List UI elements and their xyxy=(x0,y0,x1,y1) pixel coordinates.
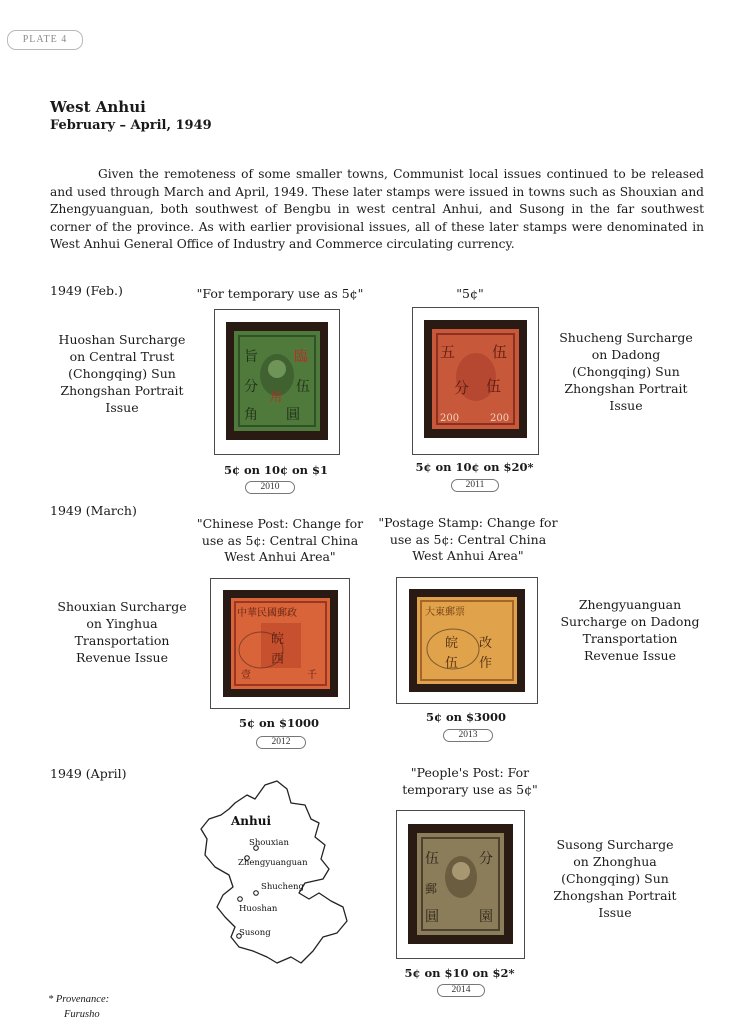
svg-text:臨: 臨 xyxy=(294,349,308,365)
value-2010: 5¢ on 10¢ on $1 xyxy=(223,463,329,477)
stamp-frame-2014 xyxy=(396,810,525,959)
date-april: 1949 (April) xyxy=(50,766,127,781)
stamp-mount xyxy=(409,589,525,692)
intro-paragraph: Given the remoteness of some smaller towns, Communist local issues continued to be released and used through March and April, 1949. These later stamps were issued in towns such as Shouxian and Zhengyuanguan, both southwest of Bengbu in west central Anhui, and Susong in the far southwest corner of the province. As with earlier provisional issues, all of these later stamps were denominated in West Anhui General Office of Industry and Commerce circulating currency. xyxy=(50,167,704,251)
town-label: Shucheng xyxy=(261,882,304,892)
town-label: Zhengyuanguan xyxy=(238,858,308,868)
svg-text:圓: 圓 xyxy=(286,407,300,423)
svg-text:旨: 旨 xyxy=(244,349,258,365)
stamp-image-2013 xyxy=(417,597,517,684)
catalog-2012: 2012 xyxy=(256,736,306,749)
stamp-image-2014 xyxy=(417,833,504,935)
svg-text:皖: 皖 xyxy=(445,636,459,651)
svg-text:用: 用 xyxy=(270,390,283,404)
description-2014: Susong Surcharge on Zhonghua (Chongqing) Sun Zhongshan Portrait Issue xyxy=(553,837,677,920)
svg-text:伍: 伍 xyxy=(296,379,310,395)
provenance-label: * Provenance: xyxy=(48,994,110,1005)
catalog-2010: 2010 xyxy=(245,481,295,494)
town-label: Susong xyxy=(239,928,271,938)
description-2011: Shucheng Surcharge on Dadong (Chongqing) Sun Zhongshan Portrait Issue xyxy=(559,330,693,413)
svg-text:中華民國郵政: 中華民國郵政 xyxy=(237,608,297,619)
svg-text:千: 千 xyxy=(307,670,317,681)
anhui-map xyxy=(195,775,355,970)
svg-text:郵: 郵 xyxy=(425,882,438,896)
caption-2012: "Chinese Post: Change for use as 5¢: Central China West Anhui Area" xyxy=(196,516,364,564)
catalog-2013: 2013 xyxy=(443,729,493,742)
stamp-frame-2013 xyxy=(396,577,538,704)
catalog-2014: 2014 xyxy=(437,984,485,997)
stamp-frame-2012 xyxy=(210,578,350,709)
svg-text:伍: 伍 xyxy=(492,343,508,361)
town-label: Shouxian xyxy=(249,838,289,848)
caption-2014: "People's Post: For temporary use as 5¢" xyxy=(402,765,538,797)
description-2012: Shouxian Surcharge on Yinghua Transportation Revenue Issue xyxy=(57,599,187,665)
svg-text:分: 分 xyxy=(244,379,258,395)
plate-tab: PLATE 4 xyxy=(7,30,83,50)
svg-text:西: 西 xyxy=(271,652,285,667)
value-2014: 5¢ on $10 on $2* xyxy=(404,966,515,980)
svg-text:分: 分 xyxy=(479,851,493,867)
value-2012: 5¢ on $1000 xyxy=(238,716,320,730)
svg-text:伍: 伍 xyxy=(486,377,502,395)
svg-text:壹: 壹 xyxy=(241,670,251,681)
provenance-name: Furusho xyxy=(64,1009,100,1020)
anhui-outline xyxy=(201,781,347,963)
stamp-mount xyxy=(408,824,513,944)
stamp-image-2012 xyxy=(231,598,330,689)
caption-2013: "Postage Stamp: Change for use as 5¢: Central China West Anhui Area" xyxy=(378,515,558,563)
town-label: Huoshan xyxy=(239,904,278,914)
date-march: 1949 (March) xyxy=(50,503,137,518)
svg-text:大東郵票: 大東郵票 xyxy=(425,607,465,618)
stamp-frame-2010 xyxy=(214,309,340,455)
page-subtitle: February – April, 1949 xyxy=(50,118,212,133)
description-2013: Zhengyuanguan Surcharge on Dadong Transportation Revenue Issue xyxy=(560,597,700,663)
svg-text:角: 角 xyxy=(244,407,258,423)
svg-text:200: 200 xyxy=(490,413,510,424)
map-title: Anhui xyxy=(231,814,272,828)
stamp-mount xyxy=(424,320,527,438)
svg-text:伍: 伍 xyxy=(445,656,459,671)
svg-text:五: 五 xyxy=(440,343,456,361)
value-2013: 5¢ on $3000 xyxy=(425,710,507,724)
svg-text:200: 200 xyxy=(440,413,460,424)
svg-text:作: 作 xyxy=(479,656,493,671)
catalog-2011: 2011 xyxy=(451,479,499,492)
stamp-image-2010 xyxy=(234,331,320,431)
stamp-frame-2011 xyxy=(412,307,539,455)
page-title: West Anhui xyxy=(50,98,146,116)
svg-text:伍: 伍 xyxy=(425,851,439,867)
stamp-mount xyxy=(226,322,328,440)
svg-text:圓: 圓 xyxy=(425,909,439,925)
date-feb: 1949 (Feb.) xyxy=(50,283,123,298)
description-2010: Huoshan Surcharge on Central Trust (Chongqing) Sun Zhongshan Portrait Issue xyxy=(58,332,186,415)
svg-text:皖: 皖 xyxy=(271,632,285,647)
svg-text:分: 分 xyxy=(454,379,470,397)
value-2011: 5¢ on 10¢ on $20* xyxy=(415,460,534,474)
stamp-image-2011 xyxy=(432,329,519,429)
caption-2011: "5¢" xyxy=(456,286,484,301)
svg-text:園: 園 xyxy=(479,909,493,925)
stamp-mount xyxy=(223,590,338,697)
caption-2010: "For temporary use as 5¢" xyxy=(196,286,364,301)
svg-text:改: 改 xyxy=(479,636,493,651)
